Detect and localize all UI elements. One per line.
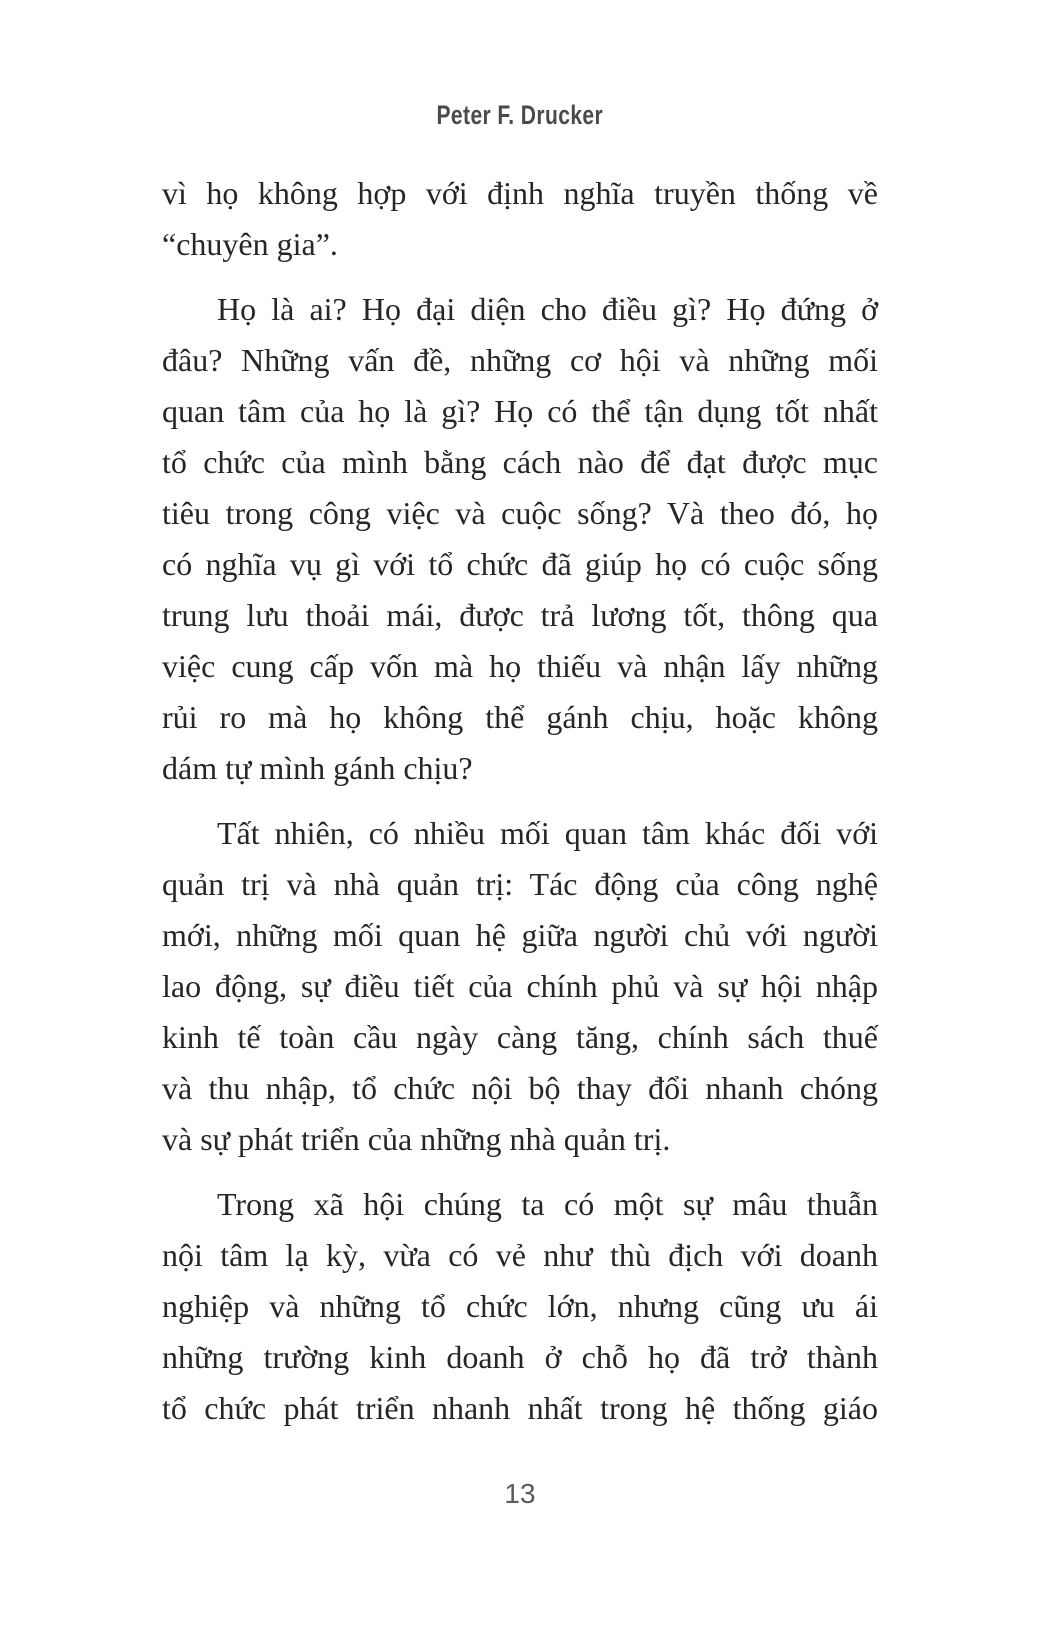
paragraph bbox=[162, 284, 878, 794]
text-line: mới, những mối quan hệ giữa người chủ với người bbox=[162, 917, 878, 953]
page-number: 13 bbox=[504, 1478, 536, 1509]
text-line: và thu nhập, tổ chức nội bộ thay đổi nhanh chóng bbox=[162, 1070, 878, 1106]
text-line: Tất nhiên, có nhiều mối quan tâm khác đối với bbox=[217, 815, 878, 851]
paragraph bbox=[162, 808, 878, 1165]
text-line: nội tâm lạ kỳ, vừa có vẻ như thù địch với doanh bbox=[162, 1237, 878, 1273]
text-line: và sự phát triển của những nhà quản trị. bbox=[162, 1121, 671, 1157]
text-line: Trong xã hội chúng ta có một sự mâu thuẫn bbox=[217, 1186, 878, 1222]
text-line: Họ là ai? Họ đại diện cho điều gì? Họ đứng ở bbox=[217, 291, 878, 327]
text-line: có nghĩa vụ gì với tổ chức đã giúp họ có cuộc sống bbox=[162, 546, 878, 582]
paragraph bbox=[162, 168, 878, 270]
text-line: quan tâm của họ là gì? Họ có thể tận dụng tốt nhất bbox=[162, 393, 878, 429]
text-line: rủi ro mà họ không thể gánh chịu, hoặc không bbox=[162, 699, 878, 735]
text-line: dám tự mình gánh chịu? bbox=[162, 750, 473, 786]
text-line: đâu? Những vấn đề, những cơ hội và những mối bbox=[162, 342, 878, 378]
page-header-author: Peter F. Drucker bbox=[436, 100, 604, 130]
text-line: trung lưu thoải mái, được trả lương tốt, thông qua bbox=[162, 597, 878, 633]
page-body-text bbox=[162, 168, 878, 1434]
text-line: việc cung cấp vốn mà họ thiếu và nhận lấy những bbox=[162, 648, 878, 684]
text-line: lao động, sự điều tiết của chính phủ và sự hội nhập bbox=[162, 968, 878, 1004]
text-line: quản trị và nhà quản trị: Tác động của công nghệ bbox=[162, 866, 878, 902]
text-line: những trường kinh doanh ở chỗ họ đã trở thành bbox=[162, 1339, 878, 1375]
text-line: tổ chức của mình bằng cách nào để đạt được mục bbox=[162, 444, 878, 480]
text-line: vì họ không hợp với định nghĩa truyền thống về bbox=[162, 175, 878, 211]
text-line: tiêu trong công việc và cuộc sống? Và theo đó, họ bbox=[162, 495, 878, 531]
text-line: tổ chức phát triển nhanh nhất trong hệ thống giáo bbox=[162, 1390, 878, 1426]
text-line: nghiệp và những tổ chức lớn, nhưng cũng ưu ái bbox=[162, 1288, 878, 1324]
page-header bbox=[0, 0, 1040, 130]
text-line: kinh tế toàn cầu ngày càng tăng, chính sách thuế bbox=[162, 1019, 878, 1055]
text-line: “chuyên gia”. bbox=[162, 226, 338, 262]
paragraph bbox=[162, 1179, 878, 1434]
